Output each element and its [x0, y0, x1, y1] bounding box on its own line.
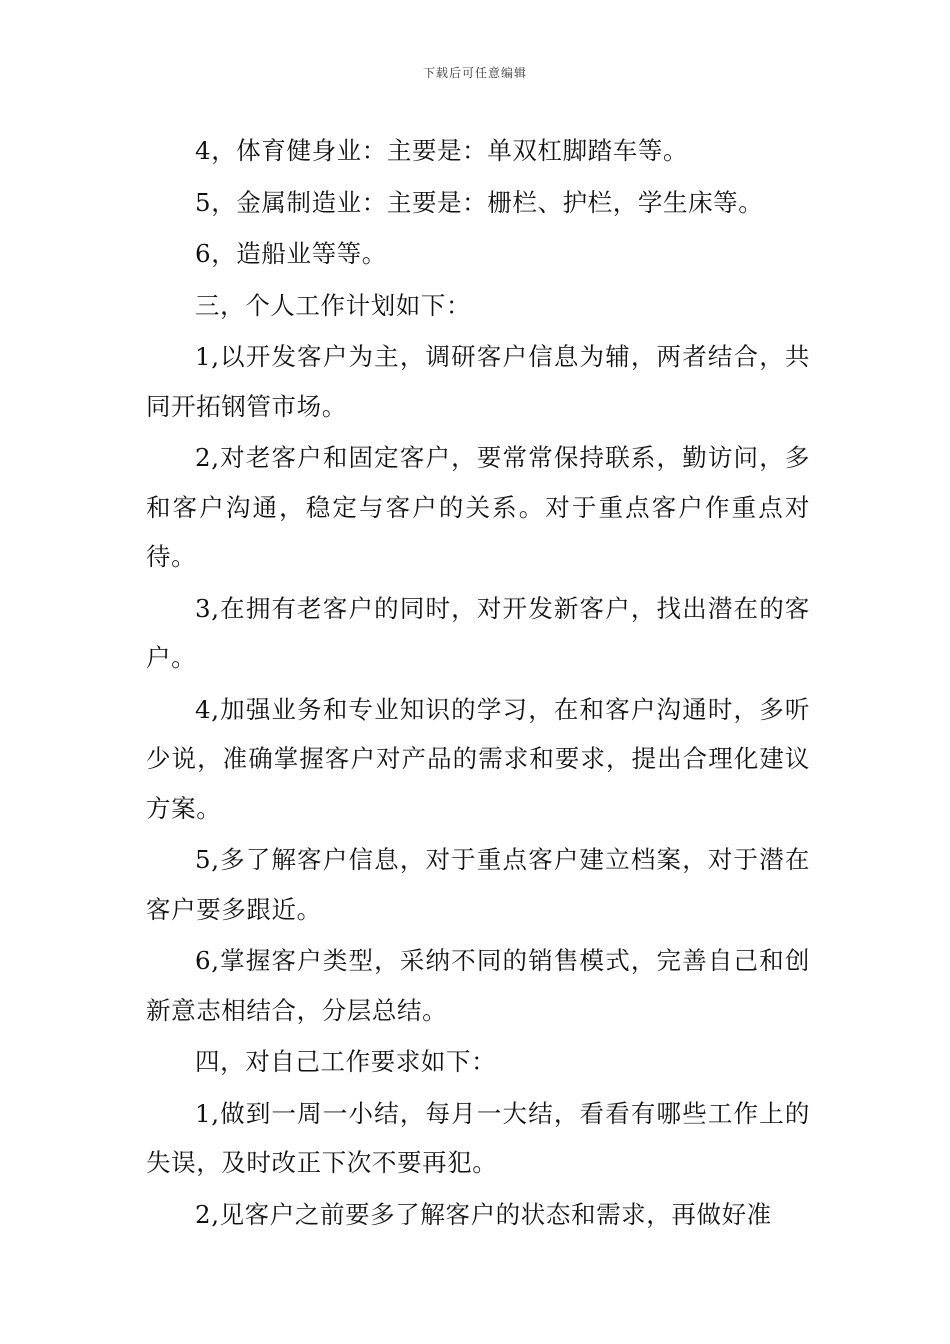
- paragraph-12: 1,做到一周一小结，每月一大结，看看有哪些工作上的失误，及时改正下次不要再犯。: [146, 1098, 810, 1177]
- paragraph-6: 2,对老客户和固定客户，要常常保持联系，勤访问，多和客户沟通，稳定与客户的关系。对于重点客户作重点对待。: [146, 443, 810, 571]
- section-heading-3: 三，个人工作计划如下：: [195, 290, 472, 320]
- paragraph-8: 4,加强业务和专业知识的学习，在和客户沟通时，多听少说，准确掌握客户对产品的需求和要求，提出合理化建议方案。: [146, 694, 810, 823]
- section-heading-4: 四，对自己工作要求如下：: [195, 1047, 497, 1076]
- paragraph-5: 1,以开发客户为主，调研客户信息为辅，两者结合，共同开拓钢管市场。: [146, 342, 810, 421]
- paragraph-7: 3,在拥有老客户的同时，对开发新客户，找出潜在的客户。: [146, 593, 810, 672]
- paragraph-10: 6,掌握客户类型，采纳不同的销售模式，完善自己和创新意志相结合，分层总结。: [146, 946, 810, 1025]
- paragraph-2: 5，金属制造业：主要是：栅栏、护栏，学生床等。: [195, 187, 764, 217]
- document-body: [146, 126, 810, 1241]
- paragraph-3: 6，造船业等等。: [195, 239, 387, 268]
- page-header: 下载后可任意编辑: [422, 66, 527, 80]
- paragraph-13: 2,见客户之前要多了解客户的状态和需求，再做好准: [195, 1199, 772, 1229]
- paragraph-1: 4，体育健身业：主要是：单双杠脚踏车等。: [195, 136, 689, 165]
- paragraph-9: 5,多了解客户信息，对于重点客户建立档案，对于潜在客户要多跟近。: [146, 845, 810, 924]
